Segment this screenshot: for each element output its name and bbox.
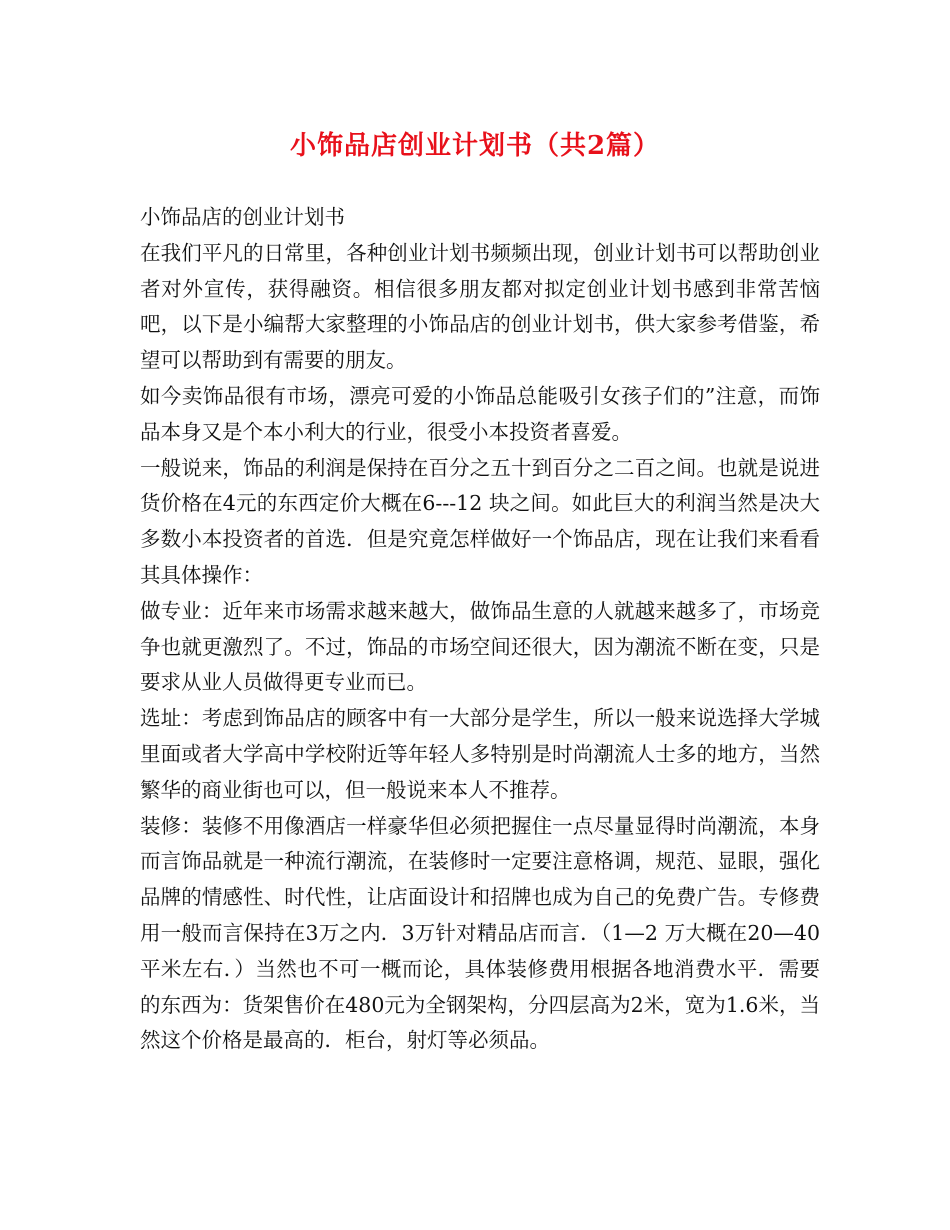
paragraph-professional: 做专业：近年来市场需求越来越大，做饰品生意的人就越来越多了，市场竞争也就更激烈了。不过，饰品的市场空间还很大，因为潮流不断在变，只是要求从业人员做得更专业而已。 (140, 598, 820, 695)
paragraph-intro: 在我们平凡的日常里，各种创业计划书频频出现，创业计划书可以帮助创业者对外宣传，获得融资。相信很多朋友都对拟定创业计划书感到非常苦恼吧，以下是小编帮大家整理的小饰品店的创业计划书，供大家参考借鉴，希望可以帮助到有需要的朋友。 (140, 240, 820, 373)
document-body (140, 200, 820, 1059)
paragraph-decoration: 装修：装修不用像酒店一样豪华但必须把握住一点尽量显得时尚潮流，本身而言饰品就是一种流行潮流，在装修时一定要注意格调，规范、显眼，强化品牌的情感性、时代性，让店面设计和招牌也成为自己的免费广告。专修费用一般而言保持在3万之内．3万针对精品店而言．（1—2 万大概在20—40平米左右．）当然也不可一概而论，具体装修费用根据各地消费水平．需要的东西为：货架售价在480元为全钢架构，分四层高为2米，宽为1.6米，当然这个价格是最高的．柜台，射灯等必须品。 (140, 813, 820, 1053)
paragraph-location: 选址：考虑到饰品店的顾客中有一大部分是学生，所以一般来说选择大学城里面或者大学高中学校附近等年轻人多特别是时尚潮流人士多的地方，当然繁华的商业街也可以，但一般说来本人不推荐。 (140, 706, 820, 802)
section-heading: 小饰品店的创业计划书 (140, 205, 345, 229)
paragraph-market: 如今卖饰品很有市场，漂亮可爱的小饰品总能吸引女孩子们的”注意，而饰品本身又是个本小利大的行业，很受小本投资者喜爱。 (140, 383, 820, 444)
document-title: 小饰品店创业计划书（共2篇） (289, 131, 661, 161)
paragraph-profit: 一般说来，饰品的利润是保持在百分之五十到百分之二百之间。也就是说进货价格在4元的东西定价大概在6---12 块之间。如此巨大的利润当然是决大多数小本投资者的首选．但是究竟怎样做好一个饰品店，现在让我们来看看其具体操作： (140, 455, 820, 587)
